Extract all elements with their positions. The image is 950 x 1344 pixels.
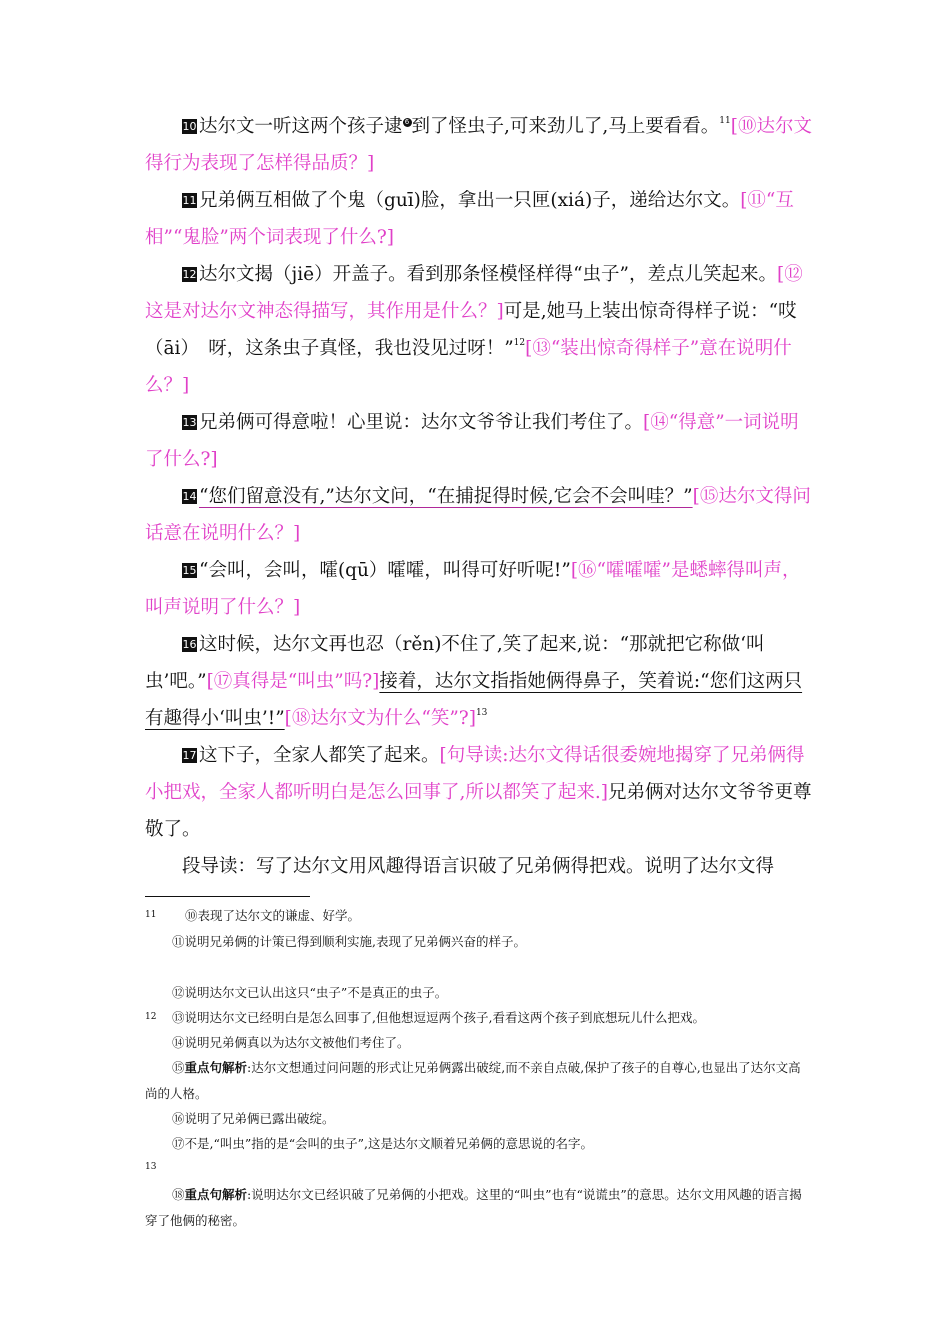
paragraph-number: 13 <box>182 416 197 429</box>
reading-question: [⑬“装出惊奇得样子”意在说明什么？] <box>145 338 792 396</box>
paragraph-text: 到了怪虫子,可来劲儿了,马上要看看。 <box>411 116 720 137</box>
paragraph-text: 达尔文揭（jiē）开盖子。看到那条怪模怪样得“虫子”，差点儿笑起来。 <box>199 264 778 285</box>
reading-question: [⑰真得是“叫虫”吗?] <box>206 671 380 692</box>
footnote-12: ⑫说明达尔文已认出这只“虫子”不是真正的虫子。 <box>172 985 448 1000</box>
paragraph-10 <box>145 108 817 182</box>
reading-question: [⑭“得意”一词说明了什么?] <box>145 412 799 470</box>
main-text <box>145 108 817 885</box>
paragraph-text: “会叫，会叫，嚯(qū）嚯嚯，叫得可好听呢!” <box>199 560 571 581</box>
paragraph-number: 11 <box>182 194 197 207</box>
footnote-13: ⑬说明达尔文已经明白是怎么回事了,但他想逗逗两个孩子,看看这两个孩子到底想玩儿什么把戏。 <box>172 1010 705 1025</box>
footnote-17: ⑰不是,“叫虫”指的是“会叫的虫子”,这是达尔文顺着兄弟俩的意思说的名字。 <box>172 1136 594 1151</box>
paragraph-number: 16 <box>182 638 197 651</box>
paragraph-text: 可是,她马上装出惊奇得样子说：“哎（āi） 呀，这条虫子真怪，我也没见过呀！” <box>145 301 797 359</box>
paragraph-number: 10 <box>182 120 197 133</box>
footnote-18 <box>145 1182 807 1234</box>
footnote-text: :达尔文想通过问问题的形式让兄弟俩露出破绽,而不亲自点破,保护了孩子的自尊心,也显出了达尔文高尚的人格。 <box>145 1060 801 1101</box>
footnote-number: ⑮ <box>172 1060 185 1075</box>
footnote-16: ⑯说明了兄弟俩已露出破绽。 <box>172 1111 335 1126</box>
paragraph-number: 17 <box>182 749 197 762</box>
paragraph-text: 兄弟俩互相做了个鬼（guī)脸，拿出一只匣(xiá)子，递给达尔文。 <box>199 190 741 211</box>
footnote-divider <box>145 896 310 897</box>
footnote-marker: 13 <box>145 1162 157 1172</box>
paragraph-text: 这时候，达尔文再也忍（rěn)不住了,笑了起来,说：“那就把它称做‘叫虫’吧。” <box>145 634 765 692</box>
reading-question: [⑯“嚯嚯嚯”是蟋蟀得叫声，叫声说明了什么？] <box>145 560 801 618</box>
section-summary: 段导读：写了达尔文用风趣得语言识破了兄弟俩得把戏。说明了达尔文得 <box>182 856 775 877</box>
footnote-14: ⑭说明兄弟俩真以为达尔文被他们考住了。 <box>172 1035 410 1050</box>
footnote-11: ⑪说明兄弟俩的计策已得到顺利实施,表现了兄弟俩兴奋的样子。 <box>172 934 526 949</box>
reading-question: [⑫这是对达尔文神态得描写，其作用是什么？] <box>145 264 803 322</box>
reading-guide: [句导读:达尔文得话很委婉地揭穿了兄弟俩得小把戏，全家人都听明白是怎么回事了,所以都笑了起来.] <box>145 745 805 803</box>
footnote-10: ⑩表现了达尔文的谦虚、好学。 <box>185 908 361 923</box>
key-sentence-underlined: 接着，达尔文指指她俩得鼻子，笑着说:“您们这两只有趣得小‘叫虫’!” <box>145 671 803 729</box>
footnote-bold-label: 重点句解析 <box>184 1187 248 1202</box>
footnote-ref[interactable]: 12 <box>513 338 526 348</box>
paragraph-16 <box>145 626 817 737</box>
paragraph-13 <box>145 404 817 478</box>
footnote-ref[interactable]: 13 <box>475 708 488 718</box>
paragraph-text: 达尔文一听这两个孩子逮 <box>199 116 403 137</box>
annotation-dot: 6 <box>403 118 412 127</box>
footnote-marker: 12 <box>145 1012 157 1022</box>
paragraph-15 <box>145 552 817 626</box>
paragraph-12 <box>145 256 817 404</box>
paragraph-text: 兄弟俩可得意啦！心里说：达尔文爷爷让我们考住了。 <box>199 412 644 433</box>
paragraph-number: 15 <box>182 564 197 577</box>
reading-question: [⑩达尔文得行为表现了怎样得品质？] <box>145 116 812 174</box>
footnote-number: ⑱ <box>172 1187 185 1202</box>
paragraph-11 <box>145 182 817 256</box>
reading-question: [⑪“互相”“鬼脸”两个词表现了什么?] <box>145 190 794 248</box>
footnote-marker: 11 <box>145 910 157 920</box>
paragraph-number: 14 <box>182 490 197 503</box>
paragraph-number: 12 <box>182 268 197 281</box>
footnote-bold-label: 重点句解析 <box>184 1060 248 1075</box>
paragraph-14 <box>145 478 817 552</box>
paragraph-text: 兄弟俩对达尔文爷爷更尊敬了。 <box>145 782 812 840</box>
paragraph-17 <box>145 737 817 848</box>
key-sentence-underlined: “您们留意没有,”达尔文问，“在捕捉得时候,它会不会叫哇？” <box>199 486 693 507</box>
footnote-text: :说明达尔文已经识破了兄弟俩的小把戏。这里的“叫虫”也有“说谎虫”的意思。达尔文用风趣的语言揭穿了他俩的秘密。 <box>145 1187 802 1228</box>
footnote-15 <box>145 1055 807 1107</box>
reading-question: [⑱达尔文为什么“笑”?] <box>284 708 476 729</box>
reading-question: [⑮达尔文得问话意在说明什么？] <box>145 486 811 544</box>
paragraph-text: 这下子，全家人都笑了起来。 <box>199 745 440 766</box>
footnote-ref[interactable]: 11 <box>719 116 731 126</box>
